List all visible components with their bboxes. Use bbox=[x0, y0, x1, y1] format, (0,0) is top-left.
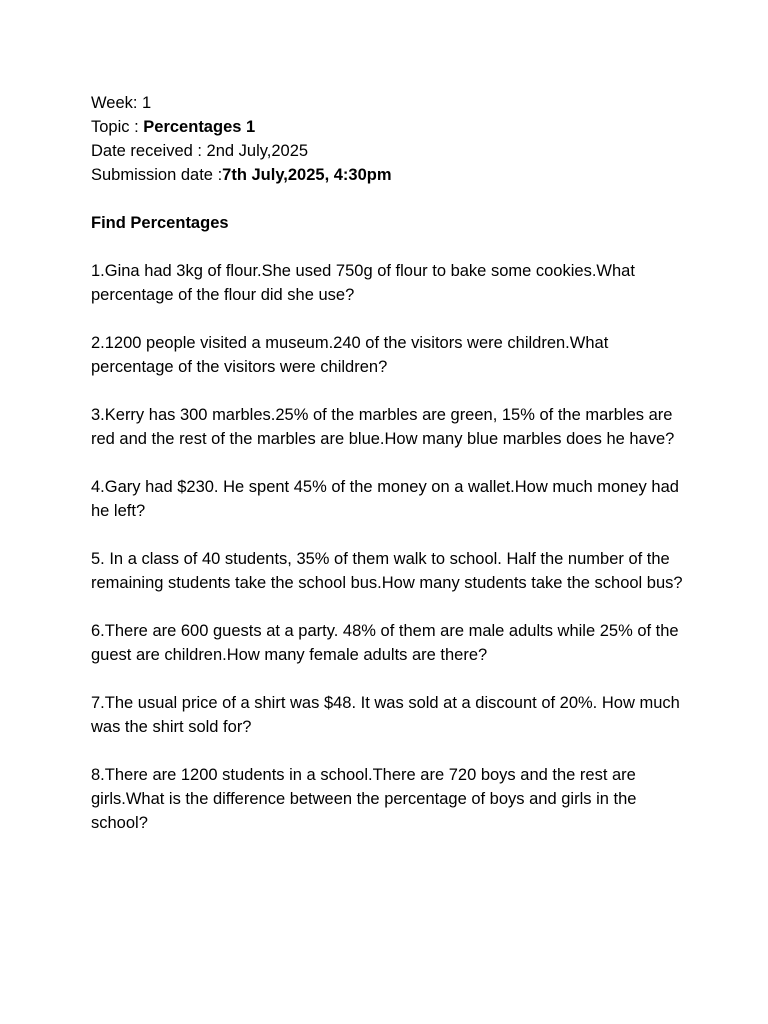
question-item: 2.1200 people visited a museum.240 of the visitors were children.What percentage of the visitors were children? bbox=[91, 334, 609, 376]
worksheet-page bbox=[91, 91, 691, 835]
question-item: 5. In a class of 40 students, 35% of them walk to school. Half the number of the remaining students take the school bus.How many students take the school bus? bbox=[91, 550, 683, 592]
submission-value: 7th July,2025, 4:30pm bbox=[222, 166, 392, 184]
topic-label: Topic : bbox=[91, 118, 144, 136]
topic-value: Percentages 1 bbox=[143, 118, 256, 136]
question-item: 6.There are 600 guests at a party. 48% of them are male adults while 25% of the guest are children.How many female adults are there? bbox=[91, 622, 679, 664]
question-item: 4.Gary had $230. He spent 45% of the money on a wallet.How much money had he left? bbox=[91, 478, 679, 520]
section-title: Find Percentages bbox=[91, 214, 229, 232]
question-item: 8.There are 1200 students in a school.There are 720 boys and the rest are girls.What is the difference between the percentage of boys and girls in the school? bbox=[91, 766, 637, 832]
question-item: 7.The usual price of a shirt was $48. It was sold at a discount of 20%. How much was the shirt sold for? bbox=[91, 694, 680, 736]
question-item: 3.Kerry has 300 marbles.25% of the marbles are green, 15% of the marbles are red and the rest of the marbles are blue.How many blue marbles does he have? bbox=[91, 406, 675, 448]
question-item: 1.Gina had 3kg of flour.She used 750g of flour to bake some cookies.What percentage of the flour did she use? bbox=[91, 262, 635, 304]
worksheet-header bbox=[91, 91, 691, 187]
submission-label: Submission date : bbox=[91, 166, 223, 184]
topic-line bbox=[91, 115, 691, 139]
question-list bbox=[91, 259, 691, 835]
date-received-line: Date received : 2nd July,2025 bbox=[91, 142, 309, 160]
submission-date-line bbox=[91, 163, 691, 187]
week-line: Week: 1 bbox=[91, 94, 152, 112]
